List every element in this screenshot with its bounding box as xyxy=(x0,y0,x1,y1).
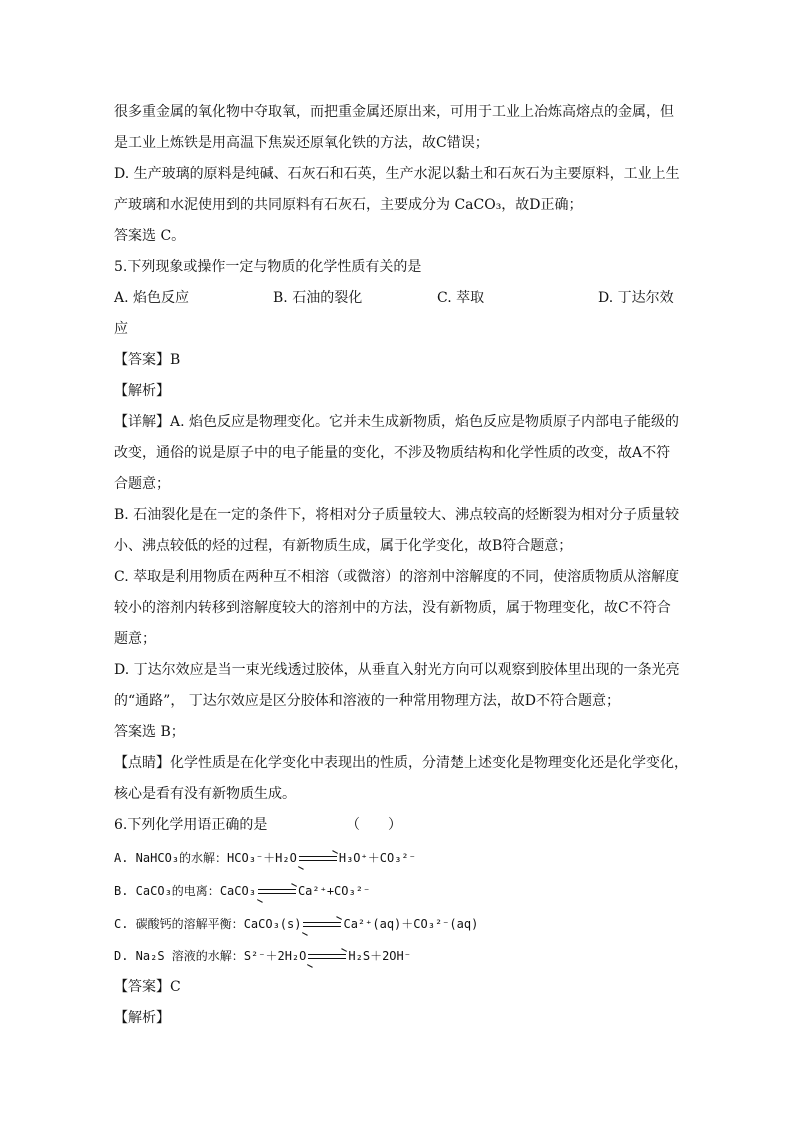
q6-option-c xyxy=(114,914,478,934)
equation-rhs: H₃O⁺＋CO₃²⁻ xyxy=(338,851,416,865)
question-5-stem: 5.下列现象或操作一定与物质的化学性质有关的是 xyxy=(114,259,422,275)
q5-option-c: C. 萃取 xyxy=(437,290,485,306)
text-line: C. 萃取是利用物质在两种互不相溶（或微溶）的溶剂中溶解度的不同，使溶质物质从溶解度 xyxy=(114,569,680,585)
answer-blank: （ ） xyxy=(346,817,402,833)
equilibrium-arrow-icon xyxy=(258,888,296,896)
equation-rhs: Ca²⁺(aq)＋CO₃²⁻(aq) xyxy=(343,917,479,931)
text-line: D. 丁达尔效应是当一束光线透过胶体，从垂直入射光方向可以观察到胶体里出现的一条光亮 xyxy=(114,662,680,678)
equation-rhs: Ca²⁺+CO₃²⁻ xyxy=(297,884,371,898)
equation-lhs: CaCO₃(s) xyxy=(243,917,302,931)
text-line: 答案选 B； xyxy=(114,724,185,740)
text-line: 很多重金属的氧化物中夺取氧，而把重金属还原出来，可用于工业上冶炼高熔点的金属，但 xyxy=(114,104,674,120)
text-line: 改变，通俗的说是原子中的电子能量的变化，不涉及物质结构和化学性质的改变，故A不符 xyxy=(114,445,671,461)
text-line: 【详解】A. 焰色反应是物理变化。它并未生成新物质，焰色反应是物质原子内部电子能级的 xyxy=(114,414,680,430)
q5-option-a: A. 焰色反应 xyxy=(114,290,190,306)
text-line: 是工业上炼铁是用高温下焦炭还原氧化铁的方法，故C错误； xyxy=(114,135,489,151)
q6-option-a xyxy=(114,848,416,868)
q6-option-b xyxy=(114,881,370,901)
answer-label: 【答案】B xyxy=(114,352,181,368)
text-line: 合题意； xyxy=(114,476,170,492)
analysis-label: 【解析】 xyxy=(114,1010,170,1026)
equilibrium-arrow-icon xyxy=(299,855,337,863)
text-line: 较小的溶剂内转移到溶解度较大的溶剂中的方法，没有新物质，属于物理变化，故C不符合 xyxy=(114,600,671,616)
q5-option-d: D. 丁达尔效 xyxy=(598,290,674,306)
text-line: 产玻璃和水泥使用到的共同原料有石灰石，主要成分为 CaCO₃，故D正确； xyxy=(114,197,583,213)
equation-rhs: H₂S＋2OH⁻ xyxy=(348,949,411,963)
text-line: 题意； xyxy=(114,631,156,647)
equation-lhs: S²⁻＋2H₂O xyxy=(243,949,307,963)
q6-option-d xyxy=(114,946,411,966)
equation-lhs: CaCO₃ xyxy=(219,884,256,898)
option-label: A. NaHCO₃的水解： xyxy=(114,851,228,865)
text-line: D. 生产玻璃的原料是纯碱、石灰石和石英，生产水泥以黏土和石灰石为主要原料，工业上生 xyxy=(114,166,680,182)
equation-lhs: HCO₃⁻＋H₂O xyxy=(227,851,297,865)
text-line: 的“通路”， 丁达尔效应是区分胶体和溶液的一种常用物理方法，故D不符合题意； xyxy=(114,693,620,709)
text-line: 核心是看有没有新物质生成。 xyxy=(114,786,296,802)
option-label: B. CaCO₃的电离： xyxy=(114,884,220,898)
q5-option-b: B. 石油的裂化 xyxy=(273,290,363,306)
equilibrium-arrow-icon xyxy=(308,953,346,961)
answer-label: 【答案】C xyxy=(114,979,181,995)
analysis-label: 【解析】 xyxy=(114,383,170,399)
equilibrium-arrow-icon xyxy=(303,921,341,929)
text-line: 小、沸点较低的烃的过程，有新物质生成，属于化学变化，故B符合题意； xyxy=(114,538,573,554)
text-line: 答案选 C。 xyxy=(114,228,186,244)
text-line: B. 石油裂化是在一定的条件下，将相对分子质量较大、沸点较高的烃断裂为相对分子质量较 xyxy=(114,507,680,523)
question-6-stem: 6.下列化学用语正确的是 xyxy=(114,817,268,833)
option-label: D. Na₂S 溶液的水解： xyxy=(114,949,244,963)
option-label: C. 碳酸钙的溶解平衡： xyxy=(114,917,244,931)
text-line: 【点睛】化学性质是在化学变化中表现出的性质，分清楚上述变化是物理变化还是化学变化， xyxy=(114,755,688,771)
q5-option-d-wrap: 应 xyxy=(114,321,128,337)
